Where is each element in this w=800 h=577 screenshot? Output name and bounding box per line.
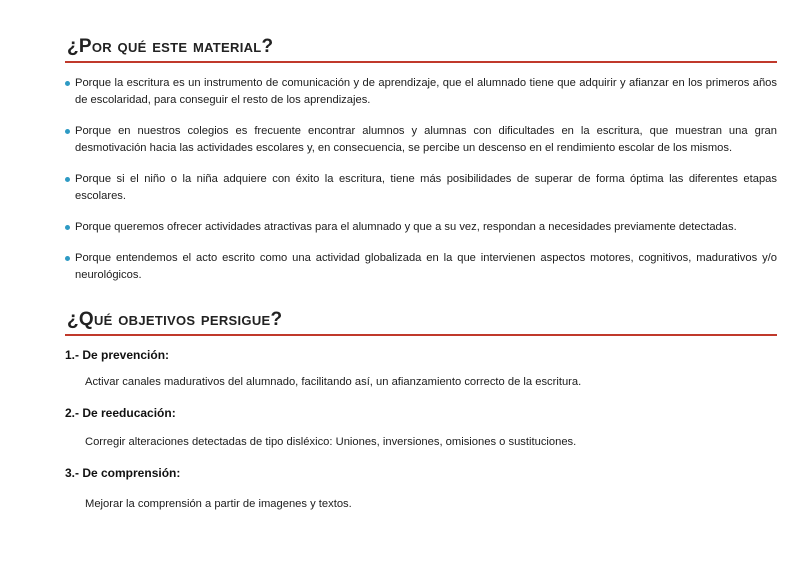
section-divider [65,61,777,63]
list-item-text: Porque queremos ofrecer actividades atractivas para el alumnado y que a su vez, respondan a necesidades previamente detectadas. [75,220,737,233]
list-item [65,171,777,205]
section-title-why: ¿Por qué este material? [67,36,274,57]
objective-heading-prevention: 1.- De prevención: [65,348,170,362]
bullet-dot-icon [65,81,70,86]
list-item-text: Porque en nuestros colegios es frecuente encontrar alumnos y alumnas con dificultades en la escritura, que muestran una gran desmotivación hacia las actividades escolares y, en consecuencia, se percibe un descenso en el rendimiento escolar de los mismos. [75,124,777,154]
objective-text-reeducation: Corregir alteraciones detectadas de tipo disléxico: Uniones, inversiones, omisiones o sustituciones. [85,436,577,448]
list-item-text: Porque la escritura es un instrumento de comunicación y de aprendizaje, que el alumnado tiene que adquirir y afianzar en los primeros años de escolaridad, para conseguir el resto de los aprendizajes. [75,76,777,106]
section-why-material [65,37,777,298]
bullet-dot-icon [65,225,70,230]
list-item [65,219,777,236]
reasons-list [65,75,777,284]
section-objectives [65,310,777,336]
bullet-dot-icon [65,256,70,261]
objective-text-comprehension: Mejorar la comprensión a partir de imagenes y textos. [85,498,352,510]
bullet-dot-icon [65,129,70,134]
objective-text-prevention: Activar canales madurativos del alumnado, facilitando así, un afianzamiento correcto de la escritura. [85,376,582,388]
list-item [65,123,777,157]
list-item-text: Porque si el niño o la niña adquiere con éxito la escritura, tiene más posibilidades de superar de forma óptima las diferentes etapas escolares. [75,172,777,202]
section-divider [65,334,777,336]
list-item [65,250,777,284]
bullet-dot-icon [65,177,70,182]
section-title-objectives: ¿Qué objetivos persigue? [67,309,283,330]
list-item-text: Porque entendemos el acto escrito como una actividad globalizada en la que intervienen aspectos motores, cognitivos, madurativos y/o neurológicos. [75,251,777,281]
objective-heading-comprehension: 3.- De comprensión: [65,466,181,480]
list-item [65,75,777,109]
objective-heading-reeducation: 2.- De reeducación: [65,406,176,420]
